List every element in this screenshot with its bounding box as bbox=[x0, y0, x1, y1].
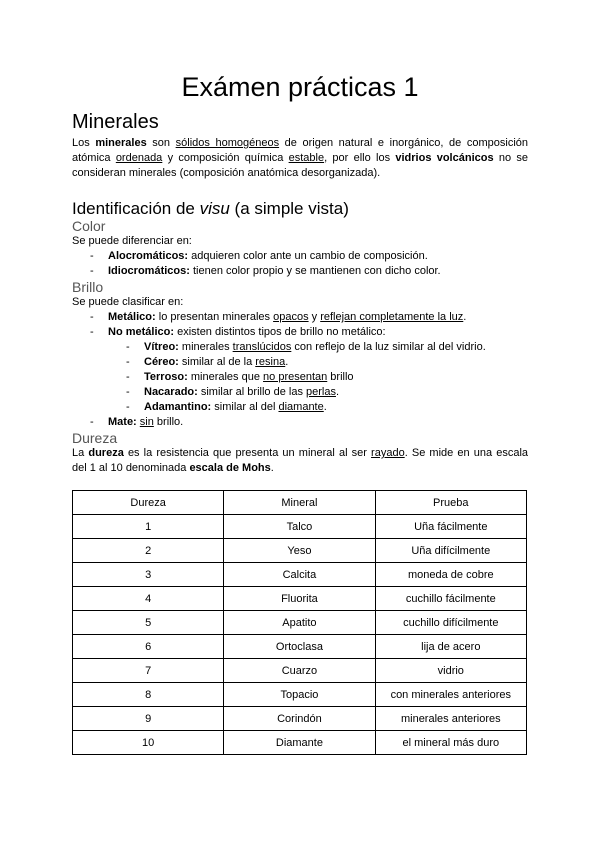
table-cell: 4 bbox=[73, 587, 224, 611]
desc: similar al del bbox=[211, 401, 279, 413]
table-row bbox=[73, 539, 527, 563]
table-cell: minerales anteriores bbox=[375, 707, 526, 731]
table-cell: Yeso bbox=[224, 539, 375, 563]
desc: adquieren color ante un cambio de composición. bbox=[188, 250, 428, 262]
desc: brillo bbox=[327, 371, 354, 383]
dureza-rayado: rayado bbox=[371, 447, 405, 459]
desc: existen distintos tipos de brillo no metálico: bbox=[174, 326, 386, 338]
intro-text: no se consideran minerales (composición anatómica desorganizada). bbox=[72, 152, 529, 179]
color-section bbox=[72, 218, 528, 279]
dureza-mohs: escala de Mohs bbox=[189, 462, 271, 474]
intro-ordenada: ordenada bbox=[115, 152, 163, 164]
list-item bbox=[72, 310, 528, 325]
table-header: Prueba bbox=[375, 491, 526, 515]
desc: y bbox=[308, 311, 321, 323]
desc: minerales bbox=[178, 341, 233, 353]
intro-solidos: sólidos homogéneos bbox=[175, 137, 280, 149]
desc: . bbox=[323, 401, 327, 413]
table-row bbox=[73, 587, 527, 611]
intro-text: , por ello los bbox=[324, 152, 396, 164]
desc: minerales que bbox=[187, 371, 264, 383]
table-cell: 3 bbox=[73, 563, 224, 587]
desc: brillo. bbox=[153, 416, 184, 428]
desc: similar al de la bbox=[178, 356, 256, 368]
table-row bbox=[73, 707, 527, 731]
table-cell: 1 bbox=[73, 515, 224, 539]
page-title: Exámen prácticas 1 bbox=[181, 72, 419, 102]
table-cell: 9 bbox=[73, 707, 224, 731]
desc: . bbox=[285, 356, 289, 368]
desc-underline: sin bbox=[139, 416, 154, 428]
table-cell: 5 bbox=[73, 611, 224, 635]
table-cell: 8 bbox=[73, 683, 224, 707]
sub-list-item bbox=[72, 355, 528, 370]
desc-underline: diamante bbox=[278, 401, 324, 413]
intro-text: de origen natural e inorgánico, de composición atómica bbox=[72, 137, 528, 164]
mohs-table bbox=[72, 490, 527, 755]
table-row bbox=[73, 731, 527, 755]
section-heading-identificacion bbox=[72, 199, 349, 219]
desc-underline: no presentan bbox=[263, 371, 328, 383]
desc: tienen color propio y se mantienen con dicho color. bbox=[189, 265, 441, 277]
table-cell: Topacio bbox=[224, 683, 375, 707]
dureza-term: dureza bbox=[88, 447, 124, 459]
table-cell: 6 bbox=[73, 635, 224, 659]
table-cell: lija de acero bbox=[375, 635, 526, 659]
table-row bbox=[73, 683, 527, 707]
sub-list-item bbox=[72, 400, 528, 415]
table-cell: moneda de cobre bbox=[375, 563, 526, 587]
subheading-brillo: Brillo bbox=[72, 279, 104, 295]
desc: . bbox=[335, 386, 340, 398]
dureza-text: . Se mide en una escala del 1 al 10 denominada bbox=[72, 447, 528, 474]
term: Metálico: bbox=[108, 311, 156, 323]
table-cell: el mineral más duro bbox=[375, 731, 526, 755]
table-cell: 7 bbox=[73, 659, 224, 683]
mohs-table-wrapper bbox=[72, 490, 527, 755]
dureza-paragraph bbox=[72, 446, 528, 476]
desc: similar al brillo de las bbox=[197, 386, 306, 398]
subheading-color: Color bbox=[72, 218, 106, 234]
desc-underline: resina bbox=[255, 356, 286, 368]
table-cell: Uña difícilmente bbox=[375, 539, 526, 563]
table-cell: Ortoclasa bbox=[224, 635, 375, 659]
term: Idiocromáticos: bbox=[108, 265, 190, 277]
table-cell: Fluorita bbox=[224, 587, 375, 611]
ident-text: Identificación de bbox=[72, 199, 200, 218]
table-header: Mineral bbox=[224, 491, 375, 515]
term: Nacarado: bbox=[144, 386, 198, 398]
term: Vítreo: bbox=[144, 341, 179, 353]
table-cell: cuchillo fácilmente bbox=[375, 587, 526, 611]
table-row bbox=[73, 611, 527, 635]
table-header: Dureza bbox=[73, 491, 224, 515]
list-item bbox=[72, 249, 528, 264]
table-cell: con minerales anteriores bbox=[375, 683, 526, 707]
dureza-text: . bbox=[270, 462, 274, 474]
ident-visu: visu bbox=[199, 199, 230, 218]
intro-text: son bbox=[146, 137, 176, 149]
table-cell: 2 bbox=[73, 539, 224, 563]
table-cell: Apatito bbox=[224, 611, 375, 635]
dureza-text: es la resistencia que presenta un mineral al ser bbox=[123, 447, 372, 459]
desc-underline: translúcidos bbox=[232, 341, 292, 353]
dureza-section bbox=[72, 430, 528, 476]
term: Alocromáticos: bbox=[108, 250, 189, 262]
desc: . bbox=[463, 311, 467, 323]
table-cell: 10 bbox=[73, 731, 224, 755]
table-row bbox=[73, 635, 527, 659]
brillo-intro: Se puede clasificar en: bbox=[72, 296, 184, 308]
list-item bbox=[72, 415, 528, 430]
color-intro: Se puede diferenciar en: bbox=[72, 235, 192, 247]
ident-text: (a simple vista) bbox=[229, 199, 349, 218]
table-row bbox=[73, 659, 527, 683]
intro-paragraph bbox=[72, 136, 528, 181]
desc-underline: opacos bbox=[273, 311, 309, 323]
subheading-dureza: Dureza bbox=[72, 430, 118, 446]
intro-text: Los bbox=[72, 137, 96, 149]
table-row bbox=[73, 515, 527, 539]
sub-list-item bbox=[72, 385, 528, 400]
dureza-text: La bbox=[72, 447, 89, 459]
intro-text: y composición química bbox=[162, 152, 289, 164]
section-heading-minerales: Minerales bbox=[72, 111, 159, 133]
brillo-section bbox=[72, 279, 528, 430]
term: Terroso: bbox=[144, 371, 188, 383]
table-cell: Diamante bbox=[224, 731, 375, 755]
table-cell: Corindón bbox=[224, 707, 375, 731]
desc: lo presentan minerales bbox=[155, 311, 274, 323]
list-item bbox=[72, 264, 528, 279]
intro-minerales: minerales bbox=[95, 137, 147, 149]
desc-underline: perlas bbox=[306, 386, 336, 398]
intro-vidrios: vidrios volcánicos bbox=[395, 152, 494, 164]
table-row bbox=[73, 563, 527, 587]
table-cell: Calcita bbox=[224, 563, 375, 587]
list-item bbox=[72, 325, 528, 340]
desc: con reflejo de la luz similar al del vidrio. bbox=[291, 341, 486, 353]
table-cell: Cuarzo bbox=[224, 659, 375, 683]
table-cell: Uña fácilmente bbox=[375, 515, 526, 539]
term: Céreo: bbox=[144, 356, 179, 368]
term: No metálico: bbox=[108, 326, 175, 338]
table-cell: cuchillo difícilmente bbox=[375, 611, 526, 635]
table-cell: vidrio bbox=[375, 659, 526, 683]
intro-estable: estable bbox=[288, 152, 325, 164]
table-cell: Talco bbox=[224, 515, 375, 539]
term: Adamantino: bbox=[144, 401, 212, 413]
sub-list-item bbox=[72, 340, 528, 355]
table-header-row bbox=[73, 491, 527, 515]
term: Mate: bbox=[108, 416, 137, 428]
desc-underline: reflejan completamente la luz bbox=[320, 311, 464, 323]
sub-list-item bbox=[72, 370, 528, 385]
